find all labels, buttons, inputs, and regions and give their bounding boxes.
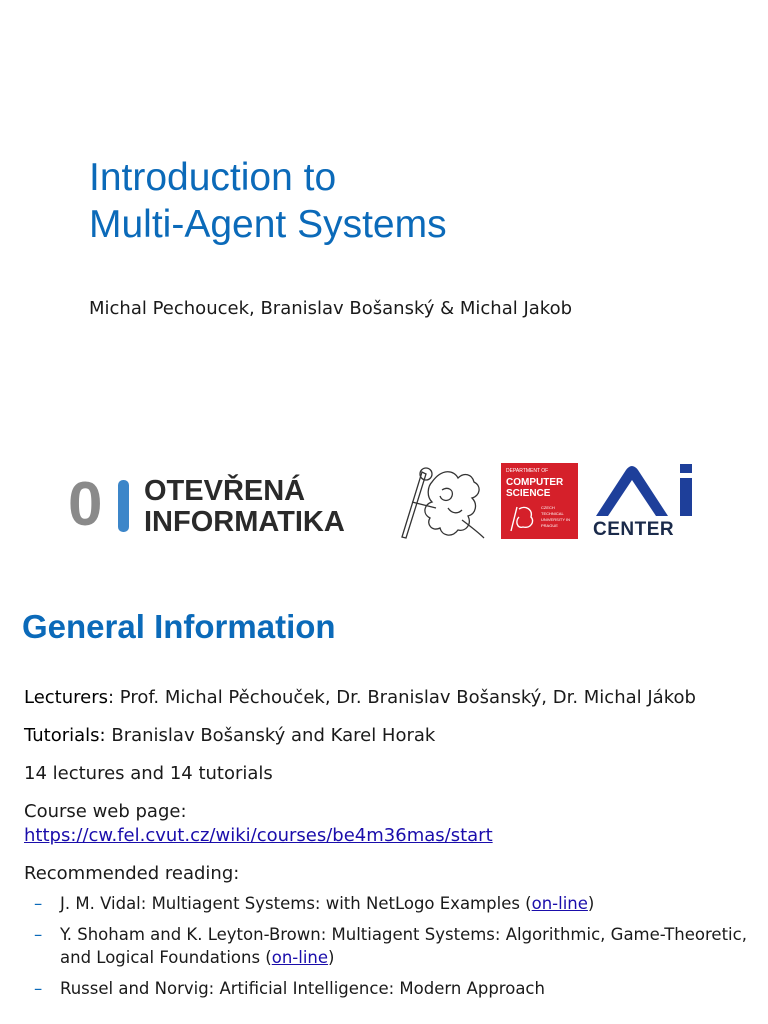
reading-label: Recommended reading: [24, 863, 240, 884]
title-line-1: Introduction to [89, 156, 337, 199]
ref-1-text: J. M. Vidal: Multiagent Systems: with NetLogo Examples ( [60, 894, 532, 913]
tutorials-value: Branislav Bošanský and Karel Horak [105, 725, 436, 746]
fel-university: CZECH TECHNICAL UNIVERSITY IN PRAGUE [541, 505, 571, 528]
ai-center-text: CENTER [593, 519, 675, 540]
ref-2-end: ) [328, 948, 335, 967]
ref-3-text: Russel and Norvig: Artificial Intelligence: Modern Approach [60, 979, 545, 998]
bullet-dash: – [34, 894, 43, 913]
tutorials-label: Tutorials: [24, 725, 106, 746]
ref-1-online-link[interactable]: on-line [531, 894, 588, 913]
bullet-dash: – [34, 979, 43, 998]
bullet-dash: – [34, 925, 43, 944]
list-item [24, 923, 754, 969]
title-line-2: Multi-Agent Systems [89, 203, 447, 246]
logo-strip [68, 462, 708, 542]
section-title: General Information [22, 608, 336, 645]
lecturers-label: Lecturers [24, 687, 109, 708]
lecturers-value: : Prof. Michal Pěchouček, Dr. Branislav Bošanský, Dr. Michal Jákob [108, 687, 696, 708]
oi-line-2: INFORMATIKA [144, 506, 345, 538]
lectures-count: 14 lectures and 14 tutorials [24, 763, 273, 784]
fel-lion-icon [507, 503, 537, 533]
fel-department-label: DEPARTMENT OF [506, 468, 549, 474]
list-item [24, 892, 754, 915]
course-page-line [24, 800, 754, 848]
lecturers-line [24, 686, 754, 710]
ai-center-logo [592, 464, 700, 542]
ref-2-text: Y. Shoham and K. Leyton-Brown: Multiagent Systems: Algorithmic, Game-Theoretic, and Logical Foundations ( [60, 925, 747, 967]
ref-1-end: ) [587, 894, 595, 913]
oi-line-1: OTEVŘENÁ [144, 475, 306, 507]
oi-wordmark [144, 476, 345, 538]
fel-line-1: COMPUTER [506, 477, 564, 488]
reading-list [24, 892, 754, 1000]
course-info [24, 686, 754, 1008]
presentation-title [89, 154, 447, 248]
oi-mark: 0 [68, 470, 103, 539]
course-page-label: Course web page: [24, 801, 187, 822]
course-page-link[interactable]: https://cw.fel.cvut.cz/wiki/courses/be4m36mas/start [24, 825, 493, 846]
ref-2-online-link[interactable]: on-line [271, 948, 329, 967]
fel-cvut-logo [501, 463, 578, 539]
fel-name [506, 477, 563, 499]
ai-center-mark [592, 464, 700, 520]
list-item [24, 977, 754, 1000]
oi-bar [118, 480, 129, 532]
tutorials-line [24, 724, 754, 748]
fel-line-2: SCIENCE [506, 488, 551, 499]
authors: Michal Pechoucek, Branislav Bošanský & Michal Jakob [89, 298, 573, 319]
cvut-lion-logo [392, 462, 488, 542]
